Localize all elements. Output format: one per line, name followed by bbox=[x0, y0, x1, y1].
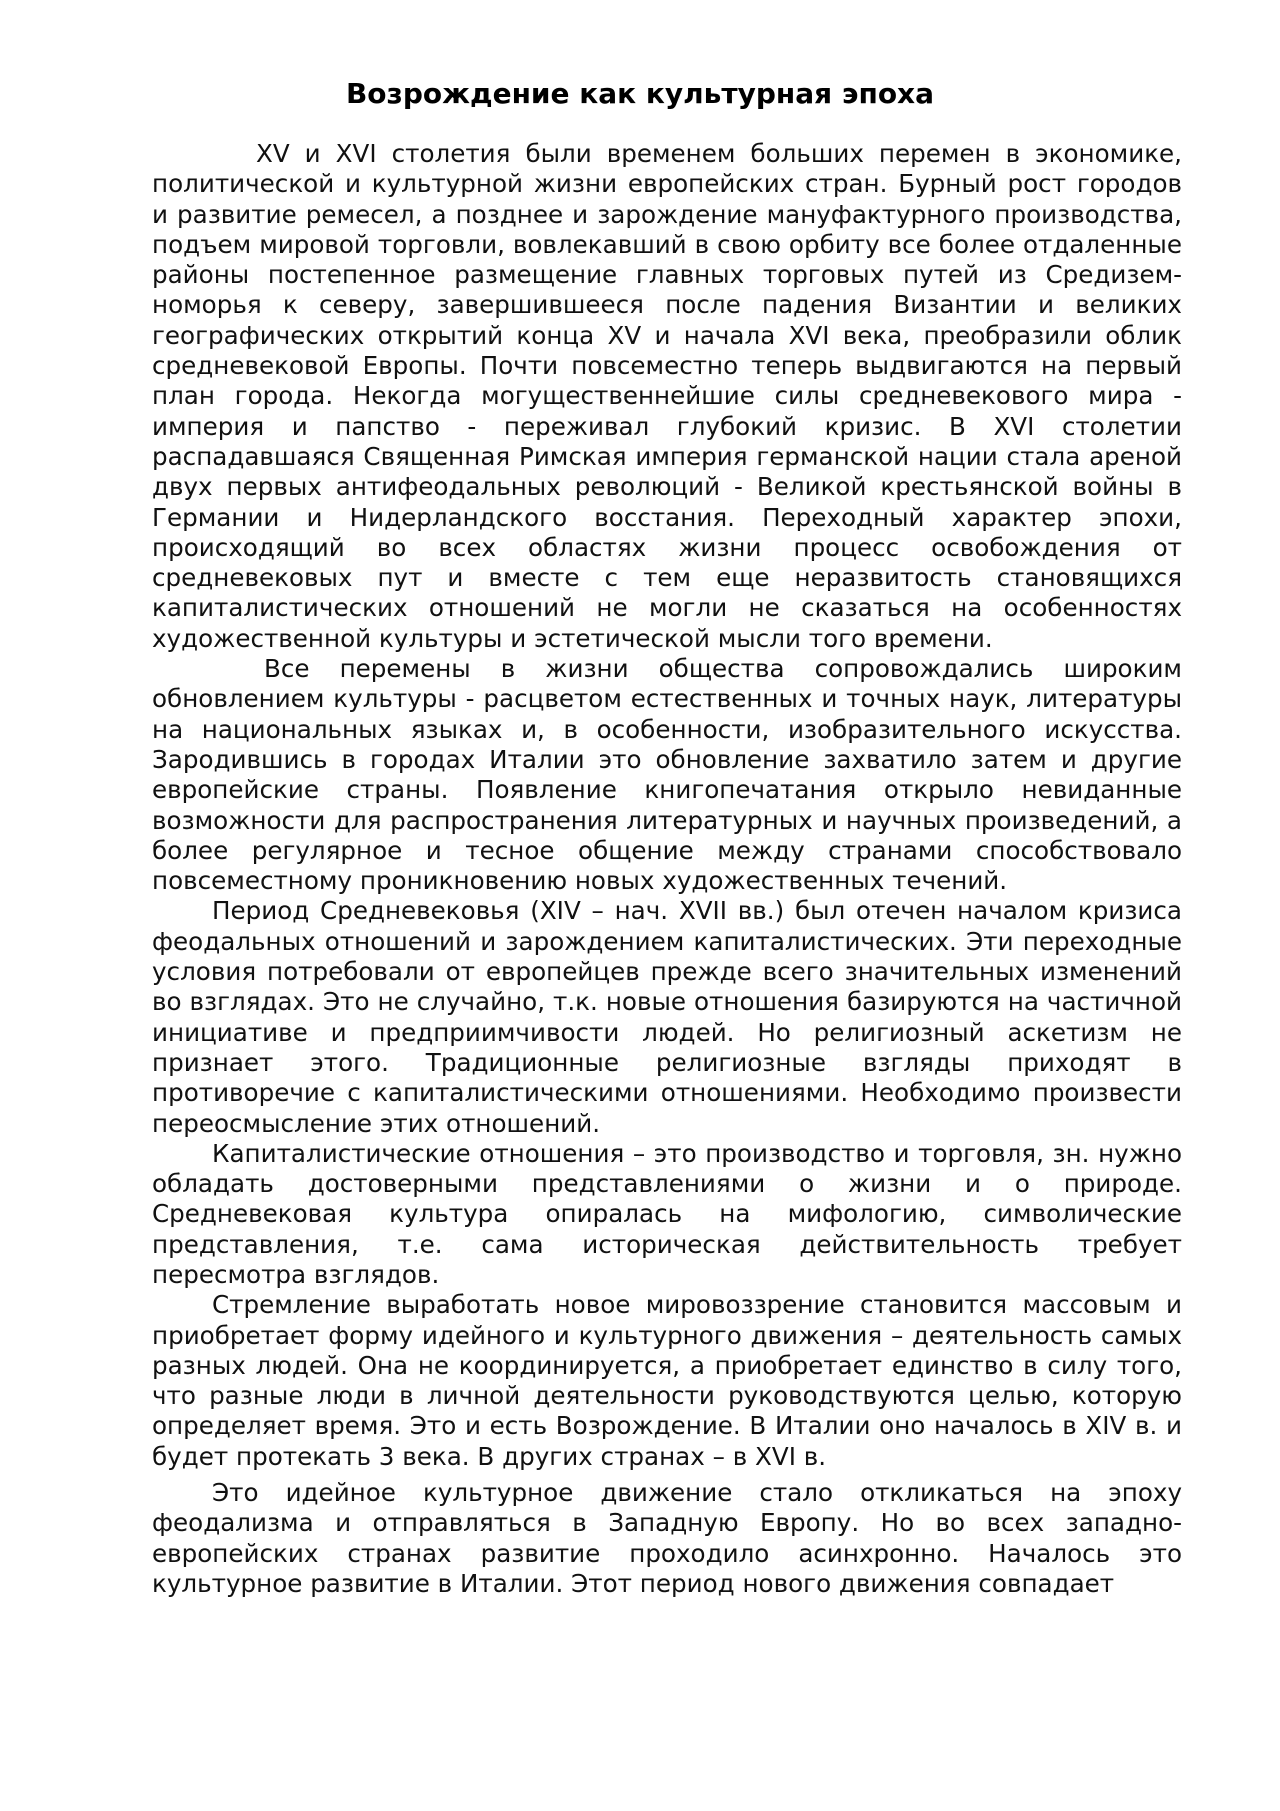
paragraph-6: Это идейное культурное движение стало откликаться на эпоху феодализма и отправляться в Западную Европу. Но во всех западно-европейских странах развитие проходило асинхронно. Началось это культурное развитие в Италии. Этот период нового движения совпадает bbox=[152, 1478, 1182, 1598]
paragraph-3: Период Средневековья (XIV – нач. XVII вв.) был отечен началом кризиса феодальных отношений и зарождением капиталистических. Эти переходные условия потребовали от европейцев прежде всего значительных изменений во взглядах. Это не случайно, т.к. новые отношения базируются на частичной инициативе и предприимчивости людей. Но религиозный аскетизм не признает этого. Традиционные религиозные взгляды приходят в противоречие с капиталистическими отношениями. Необходимо произвести переосмысление этих отношений. bbox=[152, 896, 1182, 1138]
document-title: Возрождение как культурная эпоха bbox=[345, 77, 935, 110]
paragraph-4: Капиталистические отношения – это производство и торговля, зн. нужно обладать достоверными представлениями о жизни и о природе. Средневековая культура опиралась на мифологию, символические представления, т.е. сама историческая действительность требует пересмотра взглядов. bbox=[152, 1138, 1182, 1289]
paragraph-2: Все перемены в жизни общества сопровождались широким обновлением культуры - расцветом естественных и точных наук, литературы на национальных языках и, в особенности, изобразительного искусства. Зародившись в городах Италии это обновление захватило затем и другие европейские страны. Появление книгопечатания открыло невиданные возможности для распространения литературных и научных произведений, а более регулярное и тесное общение между странами способствовало повсеместному проникновению новых художественных течений. bbox=[152, 654, 1182, 896]
paragraph-1: XV и XVI столетия были временем больших перемен в экономике, политической и культурной жизни европейских стран. Бурный рост городов и развитие ремесел, а позднее и зарождение мануфактурного производства, подъем мировой торговли, вовлекавший в свою орбиту все более отдаленные районы постепенное размещение главных торговых путей из Средизем-номорья к северу, завершившееся после падения Византии и великих географических открытий конца XV и начала XVI века, преобразили облик средневековой Европы. Почти повсеместно теперь выдвигаются на первый план города. Некогда могущественнейшие силы средневекового мира - империя и папство - переживал глубокий кризис. В XVI столетии распадавшаяся Священная Римская империя германской нации стала ареной двух первых антифеодальных революций - Великой крестьянской войны в Германии и Нидерландского восстания. Переходный характер эпохи, происходящий во всех областях жизни процесс освобождения от средневековых пут и вместе с тем еще неразвитость становящихся капиталистических отношений не могли не сказаться на особенностях художественной культуры и эстетической мысли того времени. bbox=[152, 139, 1182, 653]
document-body bbox=[152, 139, 1182, 1599]
paragraph-5: Стремление выработать новое мировоззрение становится массовым и приобретает форму идейного и культурного движения – деятельность самых разных людей. Она не координируется, а приобретает единство в силу того, что разные люди в личной деятельности руководствуются целью, которую определяет время. Это и есть Возрождение. В Италии оно началось в XIV в. и будет протекать 3 века. В других странах – в XVI в. bbox=[152, 1290, 1182, 1471]
